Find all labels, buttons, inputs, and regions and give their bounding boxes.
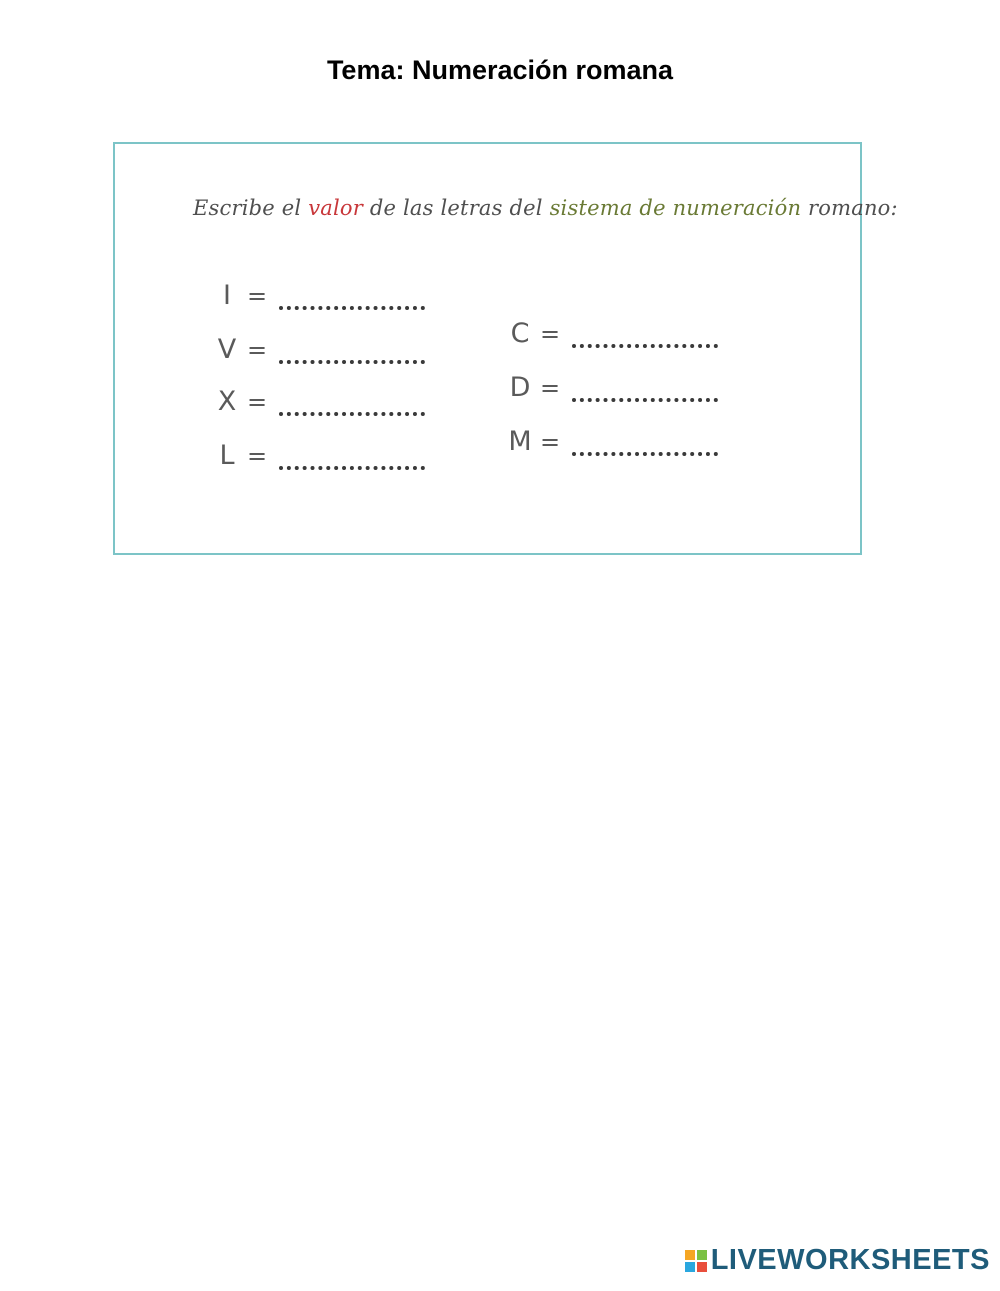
page-title: Tema: Numeración romana	[326, 55, 674, 85]
roman-letter: D	[509, 372, 531, 403]
roman-letter: X	[217, 386, 237, 417]
answer-input-X[interactable]	[279, 398, 425, 416]
equals-sign: =	[540, 320, 561, 348]
instruction-part-3: de las letras del	[363, 196, 550, 220]
answer-input-V[interactable]	[279, 346, 425, 364]
roman-letter: M	[508, 426, 532, 457]
equals-sign: =	[540, 374, 561, 402]
logo-block	[697, 1250, 707, 1260]
equation-row-V	[215, 334, 425, 365]
logo-block	[685, 1262, 695, 1272]
equation-row-D	[508, 372, 718, 403]
logo-blocks-icon	[685, 1250, 707, 1272]
equation-row-C	[508, 318, 718, 349]
instruction-highlight-valor: valor	[308, 196, 363, 220]
liveworksheets-logo	[685, 1244, 990, 1277]
equation-row-M	[508, 426, 718, 457]
answer-input-D[interactable]	[572, 384, 718, 402]
answer-input-M[interactable]	[572, 438, 718, 456]
equation-row-X	[215, 386, 425, 417]
roman-letter: V	[217, 334, 237, 365]
logo-text: LIVEWORKSHEETS	[710, 1244, 990, 1276]
logo-block	[697, 1262, 707, 1272]
exercise-frame	[113, 142, 898, 555]
equals-sign: =	[247, 282, 268, 310]
answer-input-L[interactable]	[279, 452, 425, 470]
equation-row-I	[215, 280, 425, 311]
answer-input-C[interactable]	[572, 330, 718, 348]
answer-input-I[interactable]	[279, 292, 425, 310]
equals-sign: =	[540, 428, 561, 456]
instruction-text	[193, 196, 898, 220]
roman-letter: L	[219, 440, 235, 471]
equals-sign: =	[247, 442, 268, 470]
roman-letter: C	[510, 318, 530, 349]
instruction-highlight-sistema: sistema de numeración	[549, 196, 802, 220]
instruction-part-5: romano:	[801, 196, 898, 220]
equals-sign: =	[247, 388, 268, 416]
roman-letter: I	[223, 280, 231, 311]
equation-row-L	[215, 440, 425, 471]
logo-block	[685, 1250, 695, 1260]
instruction-part-1: Escribe el	[193, 196, 309, 220]
equals-sign: =	[247, 336, 268, 364]
